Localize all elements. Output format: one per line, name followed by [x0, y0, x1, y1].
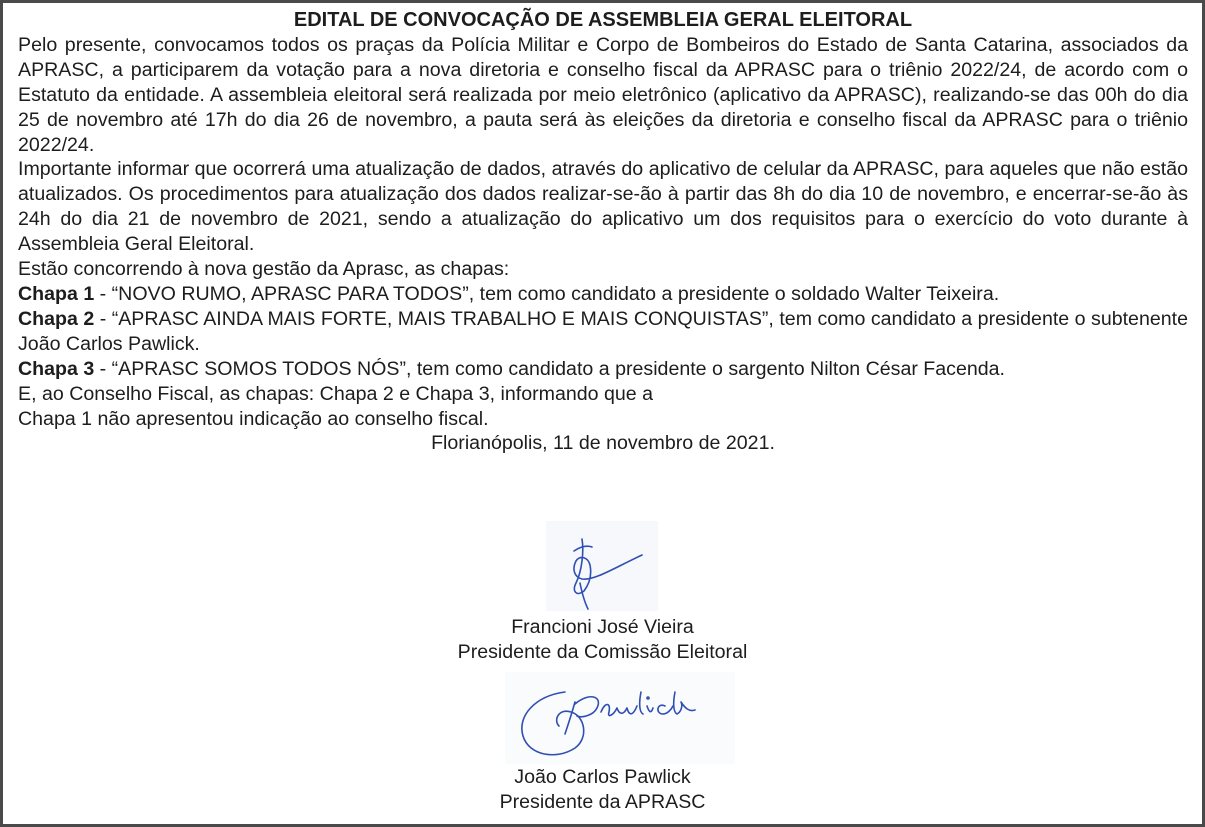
chapa-2-item: [18, 307, 1188, 357]
signatory-1-name: Francioni José Vieira: [511, 616, 694, 638]
paragraph-data-update: Importante informar que ocorrerá uma atualização de dados, através do aplicativo de celular da APRASC, para aqueles que não estão atualizados. Os procedimentos para atualização dos dados realizar-se-ão à partir das 8h do dia 10 de novembro, e encerrar-se-ão às 24h do dia 21 de novembro de 2021, sendo a atualização do aplicativo um dos requisitos para o exercício do voto durante à Assembleia Geral Eleitoral.: [18, 158, 1188, 256]
signatory-1-role: Presidente da Comissão Eleitoral: [457, 640, 748, 663]
chapa-1-item: [18, 282, 1188, 307]
conselho-line-2: Chapa 1 não apresentou indicação ao conselho fiscal.: [18, 407, 489, 430]
signature-francioni: [546, 521, 658, 611]
chapas-intro: Estão concorrendo à nova gestão da Aprasc, as chapas:: [18, 258, 510, 281]
chapa-1-text: - “NOVO RUMO, APRASC PARA TODOS”, tem como candidato a presidente o soldado Walter Teixeira.: [94, 282, 1000, 305]
signature-pawlick-drawing: [505, 672, 735, 764]
signatory-2-name: João Carlos Pawlick: [514, 766, 691, 788]
chapa-3-item: [18, 357, 1188, 382]
signature-pawlick: [505, 672, 735, 764]
chapa-2-label: Chapa 2: [18, 307, 95, 330]
chapa-2-text: - “APRASC AINDA MAIS FORTE, MAIS TRABALHO E MAIS CONQUISTAS”, tem como candidato a presidente o subtenente João Carlos Pawlick.: [18, 307, 1188, 355]
signature-francioni-drawing: [546, 521, 658, 611]
chapa-3-text: - “APRASC SOMOS TODOS NÓS”, tem como candidato a presidente o sargento Nilton César Facenda.: [94, 357, 1005, 380]
signatory-1: [0, 615, 1205, 665]
chapa-1-label: Chapa 1: [18, 282, 95, 305]
edital-content: [18, 8, 1188, 456]
chapa-3-label: Chapa 3: [18, 357, 95, 380]
conselho-line-1: E, ao Conselho Fiscal, as chapas: Chapa 2 e Chapa 3, informando que a: [18, 382, 654, 405]
signatory-2: [0, 765, 1205, 815]
place-date: Florianópolis, 11 de novembro de 2021.: [431, 432, 775, 455]
signatory-2-role: Presidente da APRASC: [499, 790, 706, 813]
paragraph-convocation: Pelo presente, convocamos todos os praças da Polícia Militar e Corpo de Bombeiros do Estado de Santa Catarina, associados da APRASC, a participarem da votação para a nova diretoria e conselho fiscal da APRASC para o triênio 2022/24, de acordo com o Estatuto da entidade. A assembleia eleitoral será realizada por meio eletrônico (aplicativo da APRASC), realizando-se das 00h do dia 25 de novembro até 17h do dia 26 de novembro, a pauta será às eleições da diretoria e conselho fiscal da APRASC para o triênio 2022/24.: [18, 33, 1188, 156]
edital-title: EDITAL DE CONVOCAÇÃO DE ASSEMBLEIA GERAL ELEITORAL: [293, 9, 913, 31]
